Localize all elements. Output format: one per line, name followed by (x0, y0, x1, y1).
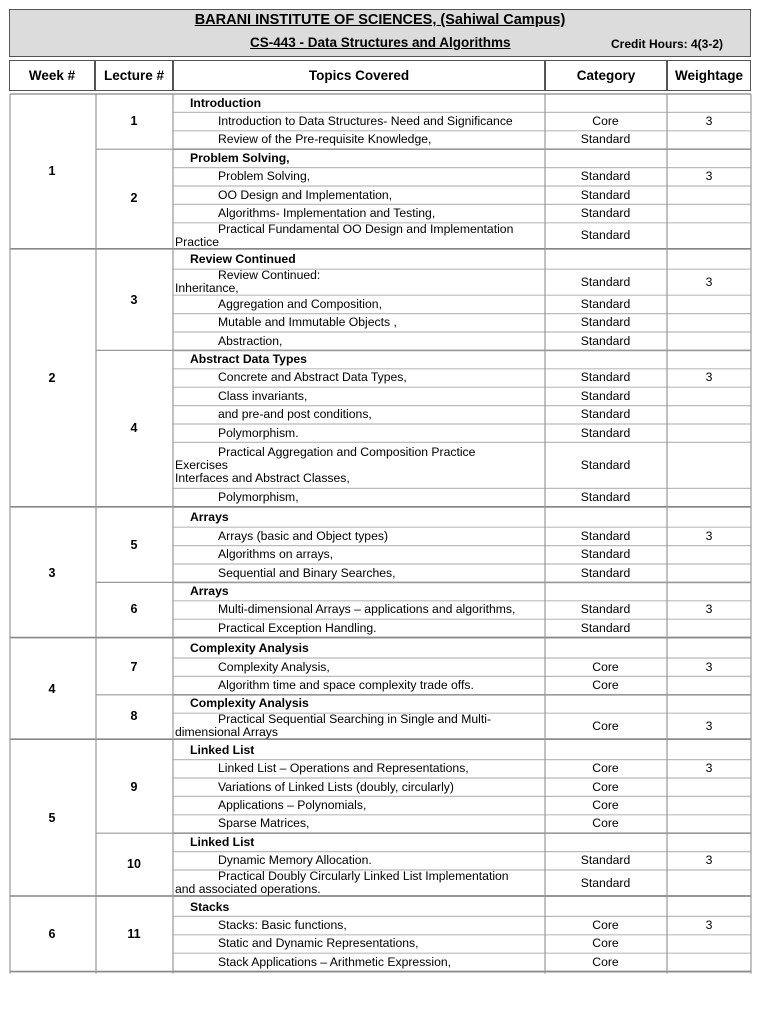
topic-text: Arrays (basic and Object types) (218, 528, 389, 543)
topic-heading (175, 350, 543, 368)
topic-heading-text: Stacks (190, 899, 230, 914)
topic-cell (175, 488, 543, 506)
topic-cell (175, 314, 543, 332)
topic-heading-text: Arrays (190, 510, 229, 525)
category-text: Standard (580, 490, 631, 505)
category-text: Standard (580, 457, 631, 472)
category-cell (545, 695, 666, 713)
category-text: Standard (580, 132, 631, 147)
lecture-number-cell (96, 509, 172, 583)
topic-cell (175, 760, 543, 778)
weightage-cell (667, 332, 751, 350)
weightage-cell (667, 509, 751, 527)
lecture-number: 4 (130, 421, 138, 436)
weightage-cell (667, 488, 751, 506)
category-cell (545, 204, 666, 222)
category-cell (545, 332, 666, 350)
lecture-number-cell (96, 149, 172, 249)
topic-text: Stack Applications – Arithmetic Expression, (218, 954, 452, 969)
topic-text: Sequential and Binary Searches, (218, 565, 396, 580)
category-cell (545, 833, 666, 851)
topic-cell (175, 527, 543, 545)
topic-text: Practical Doubly Circularly Linked List Implementation (218, 869, 509, 883)
weightage-cell (667, 916, 751, 934)
weightage-cell (667, 350, 751, 368)
category-text: Standard (580, 425, 631, 440)
category-text: Core (592, 761, 619, 776)
weightage-text: 3 (705, 370, 713, 385)
category-cell (545, 796, 666, 814)
week-number-cell (10, 898, 94, 972)
category-text: Standard (580, 388, 631, 403)
category-cell (545, 94, 666, 112)
topic-text: Concrete and Abstract Data Types, (218, 370, 407, 385)
institute-title: BARANI INSTITUTE OF SCIENCES, (Sahiwal Campus) (194, 12, 566, 28)
topic-heading (175, 251, 543, 269)
topic-text: Algorithms- Implementation and Testing, (218, 206, 436, 221)
lecture-number: 7 (130, 659, 138, 674)
lecture-number: 6 (130, 602, 138, 617)
week-number: 5 (48, 811, 56, 826)
category-cell (545, 442, 666, 488)
topic-text: Problem Solving, (218, 169, 311, 184)
category-cell (545, 582, 666, 600)
category-text: Standard (580, 602, 631, 617)
topic-text: Complexity Analysis, (218, 659, 330, 674)
category-text: Standard (580, 296, 631, 311)
topic-text: Multi-dimensional Arrays – applications and algorithms, (218, 602, 516, 617)
weightage-cell (667, 223, 751, 249)
topic-cell (175, 796, 543, 814)
column-header-category: Category (545, 60, 667, 91)
column-header-lecture: Lecture # (95, 60, 173, 91)
topic-cell (175, 713, 543, 739)
category-text: Standard (580, 620, 631, 635)
topic-heading-text: Complexity Analysis (190, 641, 309, 656)
weightage-cell (667, 658, 751, 676)
lecture-number: 8 (130, 709, 138, 724)
category-cell (545, 916, 666, 934)
topic-cell (175, 406, 543, 424)
topic-text: Practical Fundamental OO Design and Implementation (218, 221, 514, 236)
topic-heading-text: Arrays (190, 584, 229, 599)
lecture-number: 1 (130, 114, 138, 129)
weightage-cell (667, 778, 751, 796)
topic-heading (175, 94, 543, 112)
topic-heading (175, 741, 543, 759)
topic-cell (175, 935, 543, 953)
weightage-cell (667, 387, 751, 405)
category-cell (545, 527, 666, 545)
weightage-text: 3 (705, 114, 713, 129)
lecture-number: 9 (130, 779, 138, 794)
topic-heading-text: Complexity Analysis (190, 696, 309, 711)
week-number-cell (10, 251, 94, 507)
weightage-cell (667, 852, 751, 870)
topic-text: Algorithm time and space complexity trade offs. (218, 678, 474, 693)
course-title: CS-443 - Data Structures and Algorithms (250, 35, 511, 50)
category-cell (545, 713, 666, 739)
week-number: 4 (48, 681, 56, 696)
lecture-number: 11 (127, 927, 141, 942)
topic-cell (175, 424, 543, 442)
weightage-cell (667, 601, 751, 619)
topic-cell (175, 112, 543, 130)
weightage-cell (667, 94, 751, 112)
lecture-number-cell (96, 741, 172, 833)
topic-text: Mutable and Immutable Objects , (218, 315, 397, 330)
lecture-number: 10 (127, 857, 141, 872)
topic-cell (175, 564, 543, 582)
topic-text: OO Design and Implementation, (218, 187, 393, 202)
category-cell (545, 186, 666, 204)
category-text: Core (592, 114, 619, 129)
lecture-number-cell (96, 898, 172, 972)
week-number: 6 (48, 927, 56, 942)
topic-cell (175, 953, 543, 971)
weightage-cell (667, 251, 751, 269)
topic-text: Introduction to Data Structures- Need and Significance (218, 114, 513, 129)
topic-text-continued: Practice (175, 234, 220, 249)
weightage-cell (667, 564, 751, 582)
category-cell (545, 295, 666, 313)
weightage-cell (667, 953, 751, 971)
topic-heading (175, 898, 543, 916)
topic-text: Review Continued: (218, 268, 321, 283)
category-cell (545, 815, 666, 833)
category-text: Standard (580, 315, 631, 330)
topic-text: Static and Dynamic Representations, (218, 936, 419, 951)
topic-heading (175, 833, 543, 851)
category-cell (545, 387, 666, 405)
topic-heading (175, 509, 543, 527)
week-number-cell (10, 94, 94, 249)
category-text: Standard (580, 407, 631, 422)
weightage-cell (667, 582, 751, 600)
category-text: Standard (580, 528, 631, 543)
category-cell (545, 223, 666, 249)
category-text: Standard (580, 547, 631, 562)
lecture-number: 2 (130, 191, 138, 206)
weightage-text: 3 (705, 169, 713, 184)
week-number: 3 (48, 565, 56, 580)
category-cell (545, 676, 666, 694)
category-text: Core (592, 918, 619, 933)
category-text: Core (592, 936, 619, 951)
topic-cell (175, 387, 543, 405)
topic-text-continued: Inheritance, (175, 281, 239, 296)
category-cell (545, 112, 666, 130)
topic-heading-text: Problem Solving, (190, 150, 290, 165)
topic-cell (175, 619, 543, 637)
category-text: Core (592, 816, 619, 831)
weightage-cell (667, 424, 751, 442)
topic-text: Variations of Linked Lists (doubly, circularly) (218, 779, 454, 794)
topic-cell (175, 369, 543, 387)
weightage-cell (667, 186, 751, 204)
weightage-cell (667, 640, 751, 658)
category-cell (545, 564, 666, 582)
topic-cell (175, 168, 543, 186)
topic-cell (175, 269, 543, 295)
topic-heading (175, 640, 543, 658)
weightage-text: 3 (705, 659, 713, 674)
category-cell (545, 898, 666, 916)
topic-cell (175, 186, 543, 204)
topic-heading-text: Introduction (190, 95, 262, 110)
weightage-text: 3 (705, 602, 713, 617)
weightage-cell (667, 406, 751, 424)
weightage-cell (667, 619, 751, 637)
weightage-cell (667, 935, 751, 953)
category-text: Core (592, 779, 619, 794)
topic-text: Practical Aggregation and Composition Practice (218, 444, 476, 459)
topic-text-continued: and associated operations. (175, 882, 321, 896)
column-header-weightage: Weightage (667, 60, 751, 91)
weightage-text: 3 (705, 718, 713, 733)
category-cell (545, 935, 666, 953)
weightage-text: 3 (705, 528, 713, 543)
category-cell (545, 251, 666, 269)
topic-cell (175, 601, 543, 619)
lecture-number: 3 (130, 293, 138, 308)
topic-cell (175, 546, 543, 564)
weightage-cell (667, 369, 751, 387)
category-cell (545, 953, 666, 971)
category-cell (545, 314, 666, 332)
lecture-number-cell (96, 251, 172, 351)
weightage-cell (667, 168, 751, 186)
column-header-week: Week # (9, 60, 95, 91)
weightage-cell (667, 676, 751, 694)
category-cell (545, 350, 666, 368)
topic-cell (175, 442, 543, 488)
topic-text: Sparse Matrices, (218, 816, 310, 831)
category-text: Core (592, 954, 619, 969)
topic-cell (175, 332, 543, 350)
lecture-number-cell (96, 833, 172, 896)
weightage-text: 3 (705, 274, 713, 289)
category-cell (545, 149, 666, 167)
lecture-number-cell (96, 695, 172, 739)
week-number: 2 (48, 371, 56, 386)
category-cell (545, 546, 666, 564)
topic-cell (175, 658, 543, 676)
topic-cell (175, 916, 543, 934)
lecture-number-cell (96, 350, 172, 506)
column-header-topics: Topics Covered (173, 60, 545, 91)
weightage-cell (667, 527, 751, 545)
weightage-cell (667, 546, 751, 564)
topic-text: Polymorphism, (218, 490, 299, 505)
category-text: Standard (580, 169, 631, 184)
lecture-number-cell (96, 640, 172, 695)
topic-cell (175, 295, 543, 313)
topic-text: Class invariants, (218, 388, 308, 403)
weightage-cell (667, 741, 751, 759)
topic-heading (175, 149, 543, 167)
category-cell (545, 760, 666, 778)
category-cell (545, 741, 666, 759)
category-text: Standard (580, 853, 631, 868)
category-text: Standard (580, 274, 631, 289)
category-cell (545, 870, 666, 896)
category-cell (545, 369, 666, 387)
week-number: 1 (48, 163, 56, 178)
topic-text: Algorithms on arrays, (218, 547, 334, 562)
topic-text: Practical Sequential Searching in Single and Multi- (218, 712, 492, 727)
category-cell (545, 658, 666, 676)
topic-heading-text: Linked List (190, 742, 255, 757)
topic-text: Aggregation and Composition, (218, 296, 382, 311)
category-text: Core (592, 718, 619, 733)
weightage-cell (667, 870, 751, 896)
lecture-number-cell (96, 582, 172, 637)
lecture-number: 5 (130, 538, 138, 553)
weightage-cell (667, 295, 751, 313)
topic-text: Dynamic Memory Allocation. (218, 853, 372, 868)
weightage-cell (667, 760, 751, 778)
topic-text: Linked List – Operations and Representations, (218, 761, 469, 776)
topic-text: Applications – Polynomials, (218, 798, 367, 813)
category-cell (545, 852, 666, 870)
category-cell (545, 269, 666, 295)
category-cell (545, 168, 666, 186)
topic-heading-text: Linked List (190, 834, 255, 849)
topic-text: Abstraction, (218, 333, 283, 348)
category-cell (545, 619, 666, 637)
week-number-cell (10, 509, 94, 638)
topic-text: Practical Exception Handling. (218, 620, 377, 635)
category-cell (545, 424, 666, 442)
weightage-cell (667, 112, 751, 130)
topic-text: and pre-and post conditions, (218, 407, 372, 422)
topic-text: Review of the Pre-requisite Knowledge, (218, 132, 432, 147)
topic-text-continued: dimensional Arrays (175, 725, 278, 740)
topic-cell (175, 852, 543, 870)
weightage-cell (667, 713, 751, 739)
weightage-cell (667, 269, 751, 295)
topic-cell (175, 870, 543, 896)
week-number-cell (10, 741, 94, 896)
topic-cell (175, 778, 543, 796)
weightage-cell (667, 833, 751, 851)
lecture-number-cell (96, 94, 172, 149)
category-cell (545, 131, 666, 149)
category-text: Standard (580, 228, 631, 243)
weightage-cell (667, 442, 751, 488)
category-cell (545, 488, 666, 506)
weightage-cell (667, 898, 751, 916)
category-text: Standard (580, 370, 631, 385)
category-cell (545, 509, 666, 527)
weightage-cell (667, 131, 751, 149)
topic-heading-text: Review Continued (190, 252, 296, 267)
weightage-cell (667, 815, 751, 833)
weightage-text: 3 (705, 761, 713, 776)
topic-cell (175, 131, 543, 149)
weightage-cell (667, 149, 751, 167)
weightage-text: 3 (705, 918, 713, 933)
week-number-cell (10, 640, 94, 740)
topic-heading-text: Abstract Data Types (190, 352, 307, 367)
topic-cell (175, 204, 543, 222)
topic-heading (175, 695, 543, 713)
category-text: Standard (580, 875, 631, 890)
category-text: Standard (580, 187, 631, 202)
weightage-cell (667, 796, 751, 814)
weightage-text: 3 (705, 853, 713, 868)
topic-text-continued: Interfaces and Abstract Classes, (175, 470, 350, 485)
category-text: Standard (580, 565, 631, 580)
category-text: Standard (580, 206, 631, 221)
topic-cell (175, 815, 543, 833)
category-cell (545, 406, 666, 424)
category-cell (545, 640, 666, 658)
weightage-cell (667, 314, 751, 332)
category-text: Standard (580, 333, 631, 348)
credit-hours: Credit Hours: 4(3-2) (611, 37, 724, 51)
category-text: Core (592, 659, 619, 674)
topic-text: Polymorphism. (218, 425, 299, 440)
topic-cell (175, 223, 543, 249)
weightage-cell (667, 695, 751, 713)
category-cell (545, 778, 666, 796)
weightage-cell (667, 204, 751, 222)
topic-heading (175, 582, 543, 600)
category-cell (545, 601, 666, 619)
topic-cell (175, 676, 543, 694)
category-text: Core (592, 798, 619, 813)
category-text: Core (592, 678, 619, 693)
topic-text: Stacks: Basic functions, (218, 918, 347, 933)
topic-text-continued: Exercises (175, 457, 228, 472)
